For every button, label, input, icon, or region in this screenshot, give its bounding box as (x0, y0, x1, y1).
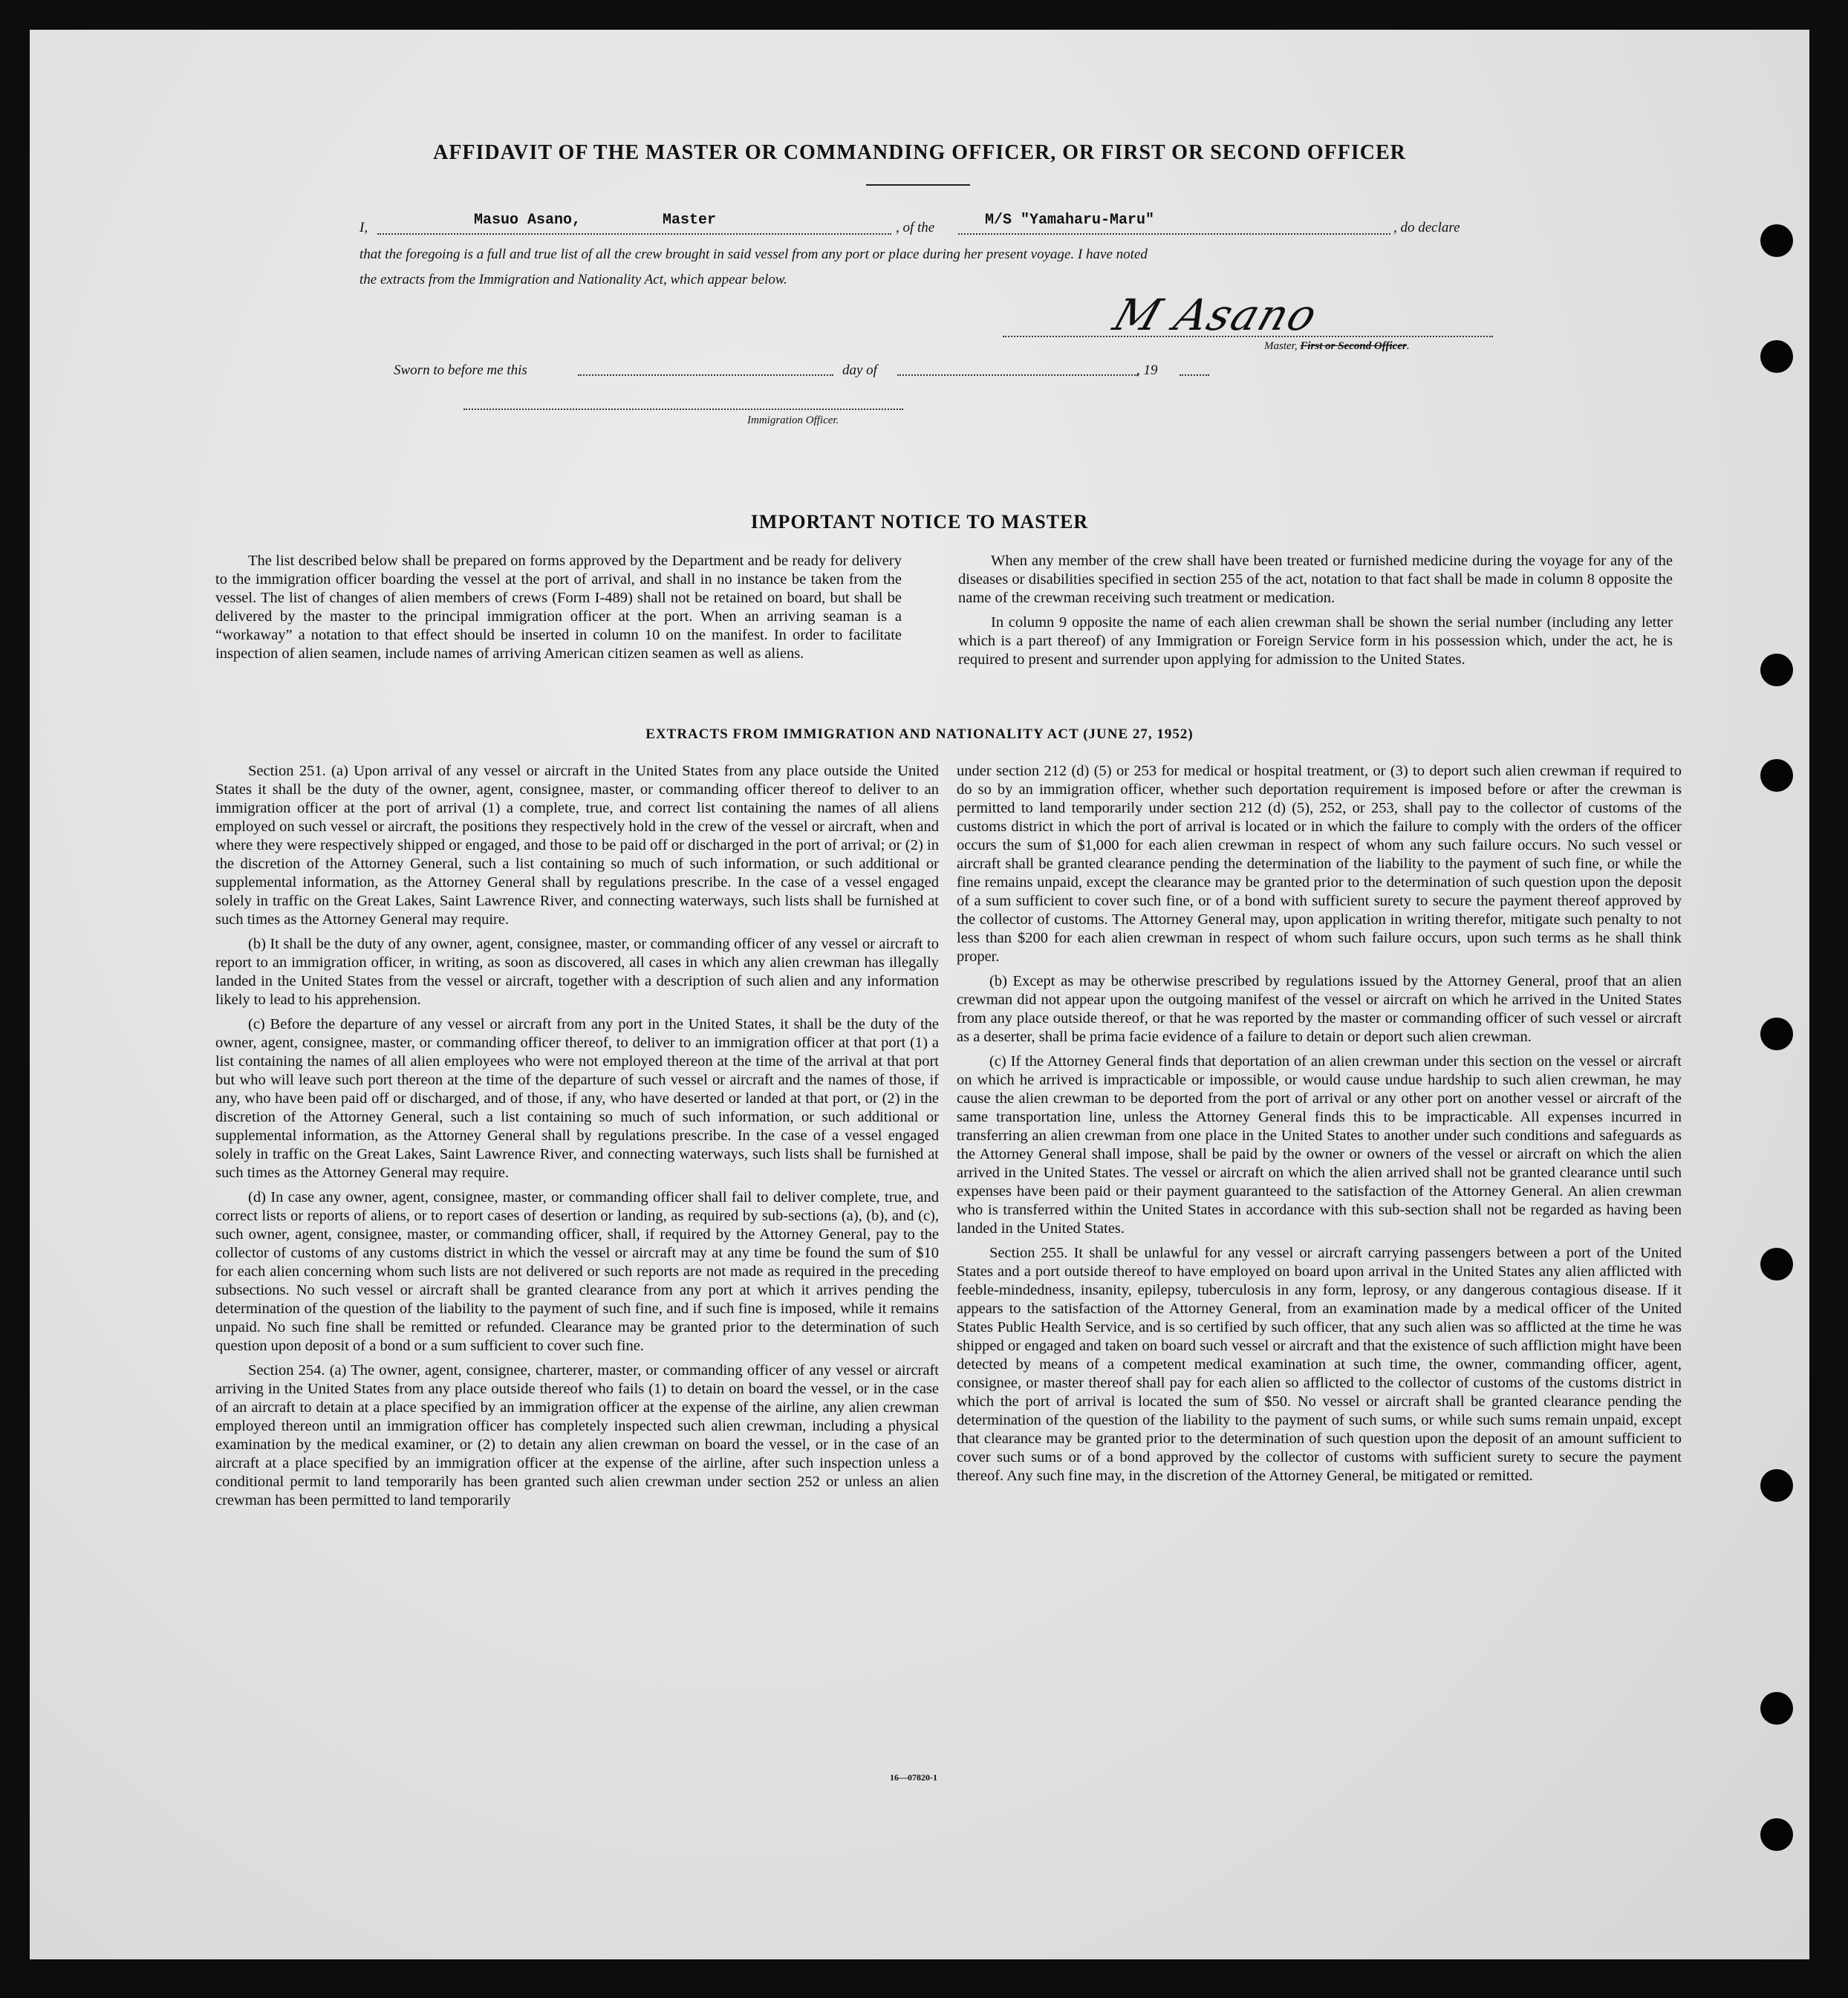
master-signature: M Asano (1107, 290, 1325, 340)
vessel-name-value: M/S "Yamaharu-Maru" (985, 212, 1155, 229)
affidavit-title: AFFIDAVIT OF THE MASTER OR COMMANDING OFFICER, OR FIRST OR SECOND OFFICER (433, 141, 1406, 164)
day-of-label: day of (842, 362, 877, 378)
notice-right-column (958, 552, 1673, 675)
officer-signature-line (463, 409, 903, 410)
declare-label: , do declare (1393, 220, 1460, 235)
title-rule (866, 184, 970, 186)
signature-line (1003, 336, 1493, 337)
binder-hole (1760, 224, 1793, 257)
notice-right-paragraph-2: In column 9 opposite the name of each alien crewman shall be shown the serial number (including any letter which is a part thereof) of any Immigration or Foreign Service form in his possession which, under the act, he is required to present and surrender upon applying for admission to the United States. (958, 614, 1673, 668)
rank-value: Master (663, 212, 717, 229)
year-label: , 19 (1136, 362, 1158, 378)
of-the-label: , of the (896, 220, 935, 235)
binder-hole (1760, 1818, 1793, 1851)
immigration-officer-label: Immigration Officer. (747, 414, 839, 426)
extracts-left-column (215, 762, 939, 1516)
binder-hole (1760, 759, 1793, 792)
binder-hole (1760, 1692, 1793, 1725)
extracts-title: EXTRACTS FROM IMMIGRATION AND NATIONALITY ACT (JUNE 27, 1952) (645, 726, 1194, 742)
binder-hole (1760, 654, 1793, 686)
binder-hole (1760, 1248, 1793, 1281)
extract-paragraph: (c) Before the departure of any vessel or aircraft from any port in the United States, it shall be the duty of the owner, agent, consignee, master, or commanding officer thereof, to deliver to an immigration officer at that port (1) a list containing the names of all alien employees who were not employed thereon at the time of the arrival at that port but who will leave such port thereon at the time of the departure of such vessel or aircraft and the names of those, if any, who have been paid off or discharged, and of those, if any, who have deserted or landed at that port, or (2) in the discretion of the Attorney General, such a list containing so much of such information, or such additional or supplemental information, as the Attorney General shall by regulations prescribe. In the case of a vessel engaged solely in traffic on the Great Lakes, Saint Lawrence River, and connecting waterways, such lists shall be furnished at such times as the Attorney General may require. (215, 1016, 939, 1181)
year-line (1180, 374, 1209, 376)
master-name-value: Masuo Asano, (474, 212, 582, 229)
vessel-line (958, 233, 1390, 235)
extract-paragraph: (b) It shall be the duty of any owner, agent, consignee, master, or commanding officer of any vessel or aircraft to report to an immigration officer, in writing, as soon as discovered, all cases in which any alien crewman has illegally landed in the United States from the vessel or aircraft, together with a description of such alien and any information likely to lead to his apprehension. (215, 936, 939, 1008)
extract-paragraph: Section 255. It shall be unlawful for any vessel or aircraft carrying passengers between a port of the United States and a port outside thereof to have employed on board upon arrival in the United States any alien afflicted with feeble-mindedness, insanity, epilepsy, tuberculosis in any form, leprosy, or any dangerous contagious disease. If it appears to the satisfaction of the Attorney General, from an examination made by a medical officer of the United States Public Health Service, and is so certified by such officer, that any such alien was so afflicted at the time he was shipped or engaged and taken on board such vessel or aircraft and that the existence of such affliction might have been detected by means of a competent medical examination at such time, the owner, commanding officer, agent, consignee, or master thereof shall pay for each alien so afflicted to the collector of customs of the customs district in which the port of arrival is located the sum of $50. No vessel or aircraft shall be granted clearance pending the determination of the question of the liability to the payment of such sums, or while such sums remain unpaid, except that clearance may be granted prior to the determination of such question upon the deposit of an amount sufficient to cover such sums or of a bond approved by the collector of customs with sufficient surety to secure the payment thereof. Any such fine may, in the discretion of the Attorney General, be mitigated or remitted. (957, 1245, 1682, 1484)
sworn-label: Sworn to before me this (394, 362, 527, 378)
notice-left-column (215, 552, 902, 669)
extract-paragraph: (b) Except as may be otherwise prescribed by regulations issued by the Attorney General, proof that an alien crewman did not appear upon the outgoing manifest of the vessel or aircraft on which he arrived in the United States from any place outside thereof, or that he was reported by the master or commanding officer of such vessel or aircraft as a deserter, shall be prima facie evidence of a failure to detain or deport such alien crewman. (957, 973, 1682, 1045)
name-rank-line (377, 233, 891, 235)
extract-paragraph: Section 251. (a) Upon arrival of any vessel or aircraft in the United States from any place outside the United States it shall be the duty of the owner, agent, consignee, master, or commanding officer thereof to deliver to an immigration officer at the port of arrival (1) a complete, true, and correct list containing the names of all aliens employed on such vessel or aircraft, the positions they respectively hold in the crew of the vessel or aircraft, when and where they were respectively shipped or engaged, and those to be paid off or discharged in the port of arrival; or (2) in the discretion of the Attorney General, such a list containing so much of such information, or such additional or supplemental information, as the Attorney General shall by regulations prescribe. In the case of a vessel engaged solely in traffic on the Great Lakes, Saint Lawrence River, and connecting waterways, such lists shall be furnished at such times as the Attorney General may require. (215, 763, 939, 928)
extract-paragraph: under section 212 (d) (5) or 253 for medical or hospital treatment, or (3) to deport such alien crewman if required to do so by an immigration officer, whether such deportation requirement is imposed before or after the crewman is permitted to land temporarily under section 212 (d) (5), 252, or 253, shall pay to the collector of customs of the customs district in which the port of arrival is located or in which the failure to comply with the orders of the officer occurs the sum of $1,000 for each alien crewman in respect of whom any such failure occurs. No such vessel or aircraft shall be granted clearance pending the determination of the liability to the payment of such fine, or while the fine remains unpaid, except the clearance may be granted prior to the determination of such question upon the deposit of a sum sufficient to cover such fine, or of a bond with sufficient surety to secure the payment thereof approved by the collector of customs. The Attorney General may, upon application in writing therefor, mitigate such penalty to not less than $200 for each alien crewman in respect of whom such failure occurs, upon such terms as he shall think proper. (957, 763, 1682, 965)
document-page (30, 30, 1809, 1959)
extract-paragraph: (d) In case any owner, agent, consignee, master, or commanding officer shall fail to deliver complete, true, and correct lists or reports of aliens, or to report cases of desertion or landing, as required by sub-sections (a), (b), and (c), such owner, agent, consignee, master, or commanding officer, shall, if required by the Attorney General, pay to the collector of customs of any customs district in which the vessel or aircraft may at any time be found the sum of $10 for each alien concerning whom such lists are not delivered or such reports are not made as required in the preceding subsections. No such vessel or aircraft shall be granted clearance from any port at which it arrives pending the determination of the question of the liability to the payment of such fine, and if such fine is imposed, while it remains unpaid. No such fine shall be remitted or refunded. Clearance may be granted prior to the determination of such question upon deposit of a bond or a sum sufficient to cover such fine. (215, 1189, 939, 1354)
form-code: 16—07820-1 (890, 1772, 937, 1783)
sworn-month-line (897, 374, 1138, 376)
binder-hole (1760, 340, 1793, 373)
binder-hole (1760, 1018, 1793, 1050)
notice-left-paragraph: The list described below shall be prepared on forms approved by the Department and be ready for delivery to the immigration officer boarding the vessel at the port of arrival, and shall in no instance be taken from the vessel. The list of changes of alien members of crews (Form I-489) shall not be retained on board, but shall be delivered by the master to the principal immigration officer at the port. When an arriving seaman is a “workaway” a notation to that effect should be inserted in column 10 on the manifest. In order to facilitate inspection of alien seamen, include names of arriving American citizen seamen as well as aliens. (215, 553, 902, 662)
binder-hole (1760, 1469, 1793, 1502)
notice-title: IMPORTANT NOTICE TO MASTER (750, 511, 1089, 533)
affidavit-line-2: that the foregoing is a full and true list of all the crew brought in said vessel from any port or place during her present voyage. I have noted (359, 247, 1148, 262)
notice-right-paragraph-1: When any member of the crew shall have been treated or furnished medicine during the voyage for any of the diseases or disabilities specified in section 255 of the act, notation to that fact shall be made in column 8 opposite the name of the crewman receiving such treatment or medication. (958, 553, 1673, 606)
extracts-right-column (957, 762, 1682, 1491)
affidavit-line-3: the extracts from the Immigration and Nationality Act, which appear below. (359, 272, 787, 287)
i-label: I, (359, 220, 368, 235)
sworn-day-line (578, 374, 833, 376)
struck-officer-text: First or Second Officer (1300, 340, 1407, 352)
signature-caption: Master, First or Second Officer. (1264, 340, 1410, 352)
extract-paragraph: (c) If the Attorney General finds that deportation of an alien crewman under this section on the vessel or aircraft on which he arrived is impracticable or impossible, or would cause undue hardship to such alien crewman, he may cause the alien crewman to be deported from the port of arrival or any other port on another vessel or aircraft of the same transportation line, unless the Attorney General finds this to be impracticable. All expenses incurred in transferring an alien crewman from one place in the United States to another under such conditions and safeguards as the Attorney General shall impose, shall be paid by the owner or owners of the vessel or aircraft on which the alien arrived in the United States. The vessel or aircraft on which the alien arrived shall not be granted clearance until such expenses have been paid or their payment guaranteed to the satisfaction of the Attorney General. An alien crewman who is transferred within the United States in accordance with this sub-section shall not be regarded as having been landed in the United States. (957, 1053, 1682, 1237)
extract-paragraph: Section 254. (a) The owner, agent, consignee, charterer, master, or commanding officer of any vessel or aircraft arriving in the United States from any place outside thereof who fails (1) to detain on board the vessel, or in the case of an aircraft to detain at a place specified by an immigration officer at the expense of the airline, any alien crewman employed thereon until an immigration officer has completely inspected such alien crewman, including a physical examination by the medical examiner, or (2) to detain any alien crewman on board the vessel, or in the case of an aircraft at a place specified by an immigration officer at the expense of the airline, after such inspection unless a conditional permit to land temporarily has been granted such alien crewman under section 252 or unless an alien crewman has been permitted to land temporarily (215, 1362, 939, 1509)
